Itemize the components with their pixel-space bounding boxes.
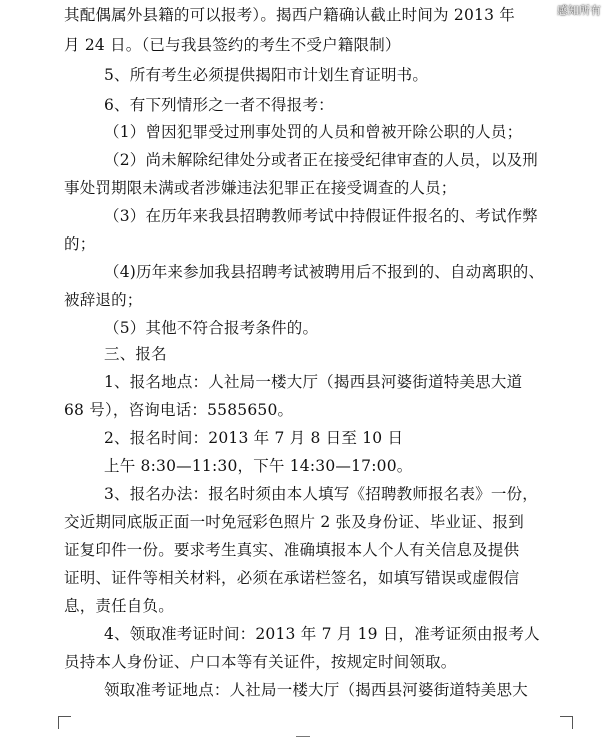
- text-line: （5）其他不符合报考条件的。: [104, 319, 319, 337]
- text-line: 3、报名办法：报名时须由本人填写《招聘教师报名表》一份，: [104, 485, 538, 503]
- text-line: 领取准考证地点：人社局一楼大厅（揭西县河婆街道特美思大: [104, 681, 528, 699]
- text-line: 2、报名时间：2013 年 7 月 8 日至 10 日: [104, 429, 404, 447]
- text-line: 证明、证件等相关材料，必须在承诺栏签名，如填写错误或虚假信: [64, 569, 520, 587]
- text-line: 其配偶属外县籍的可以报考）。揭西户籍确认截止时间为 2013 年: [64, 6, 515, 24]
- text-line: 交近期同底版正面一吋免冠彩色照片 2 张及身份证、毕业证、报到: [64, 513, 524, 531]
- text-line: 5、所有考生必须提供揭阳市计划生育证明书。: [104, 66, 429, 84]
- text-line: 员持本人身份证、户口本等有关证件，按规定时间领取。: [64, 653, 457, 671]
- crop-mark-left: [58, 716, 71, 729]
- text-line: 1、报名地点：人社局一楼大厅（揭西县河婆街道特美思大道: [104, 373, 523, 391]
- text-line: （1）曾因犯罪受过刑事处罚的人员和曾被开除公职的人员；: [104, 123, 523, 141]
- text-line: 息，责任自负。: [64, 597, 174, 615]
- text-line: 被辞退的；: [64, 291, 143, 309]
- text-line: 证复印件一份。要求考生真实、准确填报本人个人有关信息及提供: [64, 541, 520, 559]
- text-line: 上午 8:30—11:30，下午 14:30—17:00。: [104, 457, 413, 475]
- text-line: 的；: [64, 235, 96, 253]
- text-line: 月 24 日。（已与我县签约的考生不受户籍限制）: [64, 36, 401, 54]
- text-line: 68 号），咨询电话：5585650。: [64, 401, 294, 419]
- crop-mark-right: [560, 716, 573, 729]
- text-line: 6、有下列情形之一者不得报考：: [104, 96, 334, 114]
- text-line: （4)历年来参加我县招聘考试被聘用后不报到的、自动离职的、: [104, 263, 545, 281]
- page-stub: [296, 726, 310, 737]
- text-line: （3）在历年来我县招聘教师考试中持假证件报名的、考试作弊: [104, 207, 538, 225]
- section-heading: 三、报名: [104, 345, 167, 363]
- text-line: 事处罚期限未满或者涉嫌违法犯罪正在接受调查的人员；: [64, 179, 457, 197]
- text-line: 4、领取准考证时间：2013 年 7 月 19 日，准考证须由报考人: [104, 625, 540, 643]
- watermark: 感知所有: [557, 4, 601, 17]
- text-line: （2）尚未解除纪律处分或者正在接受纪律审查的人员，以及刑: [104, 151, 538, 169]
